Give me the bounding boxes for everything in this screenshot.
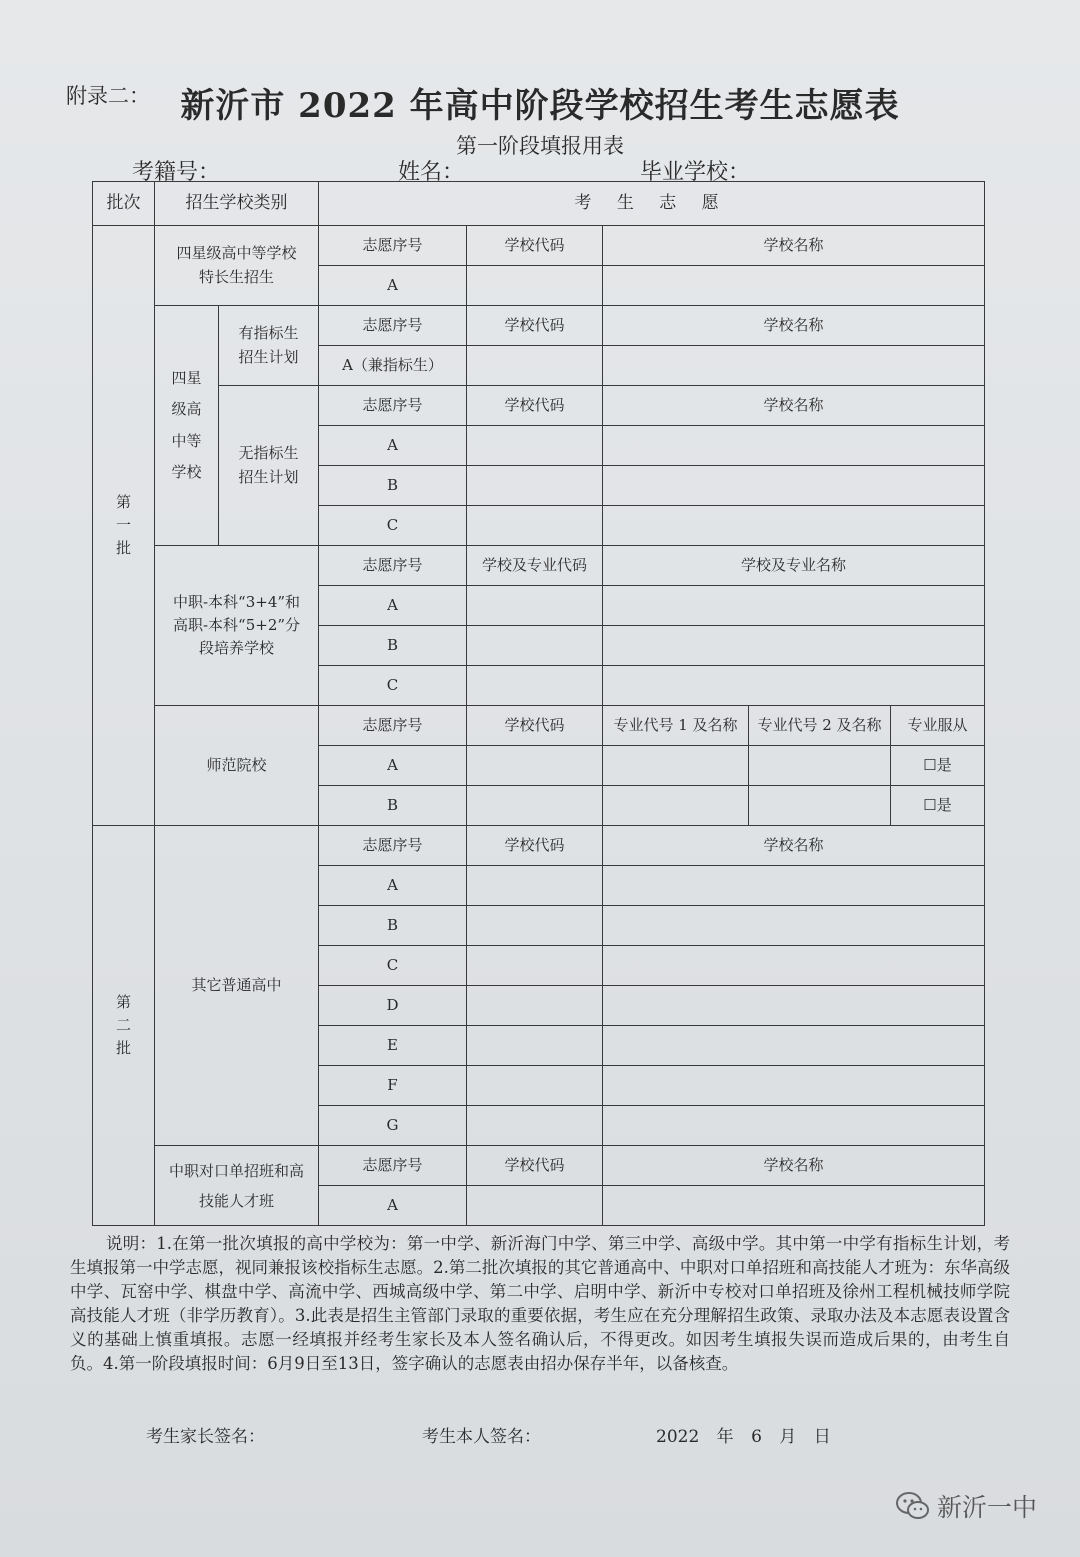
school-name-field[interactable]	[603, 1106, 985, 1146]
school-name-field[interactable]	[603, 906, 985, 946]
major-2-field[interactable]	[749, 786, 891, 826]
category-no-quota: 无指标生招生计划	[219, 386, 319, 546]
row-seq-a: A	[319, 426, 467, 466]
school-code-field[interactable]	[467, 346, 603, 386]
school-name-field[interactable]	[603, 266, 985, 306]
row-seq-c: C	[319, 506, 467, 546]
watermark	[895, 1488, 1037, 1524]
school-name-field[interactable]	[603, 866, 985, 906]
form-title: 新沂市 2022 年高中阶段学校招生考生志愿表	[180, 86, 900, 126]
form-subtitle: 第一阶段填报用表	[456, 134, 624, 158]
obey-checkbox[interactable]: ☐是	[891, 746, 985, 786]
student-signature-label: 考生本人签名：	[422, 1427, 541, 1447]
category-special: 四星级高中等学校特长生招生	[155, 226, 319, 306]
col-major-code: 学校及专业代码	[467, 546, 603, 586]
signature-date: 2022 年 6 月 日	[656, 1427, 831, 1447]
school-name-field[interactable]	[603, 346, 985, 386]
col-name: 学校名称	[603, 226, 985, 266]
col-seq: 志愿序号	[319, 706, 467, 746]
category-other: 其它普通高中	[155, 826, 319, 1146]
school-name-field[interactable]	[603, 506, 985, 546]
school-code-field[interactable]	[467, 866, 603, 906]
major-2-field[interactable]	[749, 746, 891, 786]
wechat-icon	[895, 1491, 931, 1521]
graduate-school-label: 毕业学校：	[640, 160, 751, 185]
obey-checkbox[interactable]: ☐是	[891, 786, 985, 826]
parent-signature-label: 考生家长签名：	[146, 1427, 265, 1447]
col-major-1: 专业代号 1 及名称	[603, 706, 749, 746]
major-code-field[interactable]	[467, 586, 603, 626]
school-code-field[interactable]	[467, 746, 603, 786]
row-seq-e: E	[319, 1026, 467, 1066]
col-name: 学校名称	[603, 1146, 985, 1186]
row-seq-a: A	[319, 746, 467, 786]
instructions-text: 说明：1.在第一批次填报的高中学校为：第一中学、新沂海门中学、第三中学、高级中学。其中第一中学有指标生计划，考生填报第一中学志愿，视同兼报该校指标生志愿。2.第二批次填报的其它普通高中、中职对口单招班和高技能人才班为：东华高级中学、瓦窑中学、棋盘中学、高流中学、西城高级中学、第二中学、启明中学、新沂中专校对口单招班及徐州工程机械技师学院高技能人才班（非学历教育）。3.此表是招生主管部门录取的重要依据，考生应在充分理解招生政策、录取办法及本志愿表设置含义的基础上慎重填报。志愿一经填报并经考生家长及本人签名确认后，不得更改。如因考生填报失误而造成后果的，由考生自负。4.第一阶段填报时间：6月9日至13日，签字确认的志愿表由招办保存半年，以备核查。	[70, 1234, 1010, 1373]
school-code-field[interactable]	[467, 946, 603, 986]
watermark-text: 新沂一中	[937, 1493, 1038, 1522]
batch-1-label: 第 一 批	[93, 226, 155, 826]
row-seq-a: A	[319, 866, 467, 906]
category-vocational: 中职-本科“3+4”和高职-本科“5+2”分段培养学校	[155, 546, 319, 706]
row-seq-a: A	[319, 586, 467, 626]
col-code: 学校代码	[467, 706, 603, 746]
school-code-field[interactable]	[467, 1106, 603, 1146]
major-code-field[interactable]	[467, 626, 603, 666]
school-name-field[interactable]	[603, 1066, 985, 1106]
row-seq-g: G	[319, 1106, 467, 1146]
school-code-field[interactable]	[467, 506, 603, 546]
school-code-field[interactable]	[467, 466, 603, 506]
row-seq-f: F	[319, 1066, 467, 1106]
school-code-field[interactable]	[467, 1186, 603, 1226]
col-code: 学校代码	[467, 826, 603, 866]
row-seq-a-quota: A（兼指标生）	[319, 346, 467, 386]
school-name-field[interactable]	[603, 466, 985, 506]
col-major-2: 专业代号 2 及名称	[749, 706, 891, 746]
exam-no-label: 考籍号：	[132, 160, 221, 185]
school-code-field[interactable]	[467, 986, 603, 1026]
col-name: 学校名称	[603, 306, 985, 346]
major-1-field[interactable]	[603, 746, 749, 786]
name-label: 姓名：	[398, 160, 465, 185]
header-choices: 考 生 志 愿	[319, 182, 985, 226]
row-seq-b: B	[319, 906, 467, 946]
col-seq: 志愿序号	[319, 226, 467, 266]
col-seq: 志愿序号	[319, 306, 467, 346]
col-code: 学校代码	[467, 386, 603, 426]
col-seq: 志愿序号	[319, 1146, 467, 1186]
row-seq-a: A	[319, 266, 467, 306]
application-form-table	[92, 181, 985, 1226]
major-code-field[interactable]	[467, 666, 603, 706]
col-name: 学校名称	[603, 386, 985, 426]
appendix-label: 附录二：	[66, 84, 150, 108]
header-category: 招生学校类别	[155, 182, 319, 226]
major-name-field[interactable]	[603, 626, 985, 666]
row-seq-b: B	[319, 626, 467, 666]
batch-2-label: 第 二 批	[93, 826, 155, 1226]
school-name-field[interactable]	[603, 1186, 985, 1226]
col-major-name: 学校及专业名称	[603, 546, 985, 586]
school-code-field[interactable]	[467, 426, 603, 466]
row-seq-c: C	[319, 666, 467, 706]
col-code: 学校代码	[467, 1146, 603, 1186]
col-code: 学校代码	[467, 306, 603, 346]
col-seq: 志愿序号	[319, 386, 467, 426]
row-seq-b: B	[319, 786, 467, 826]
col-seq: 志愿序号	[319, 546, 467, 586]
row-seq-c: C	[319, 946, 467, 986]
row-seq-a: A	[319, 1186, 467, 1226]
major-name-field[interactable]	[603, 586, 985, 626]
school-name-field[interactable]	[603, 946, 985, 986]
row-seq-b: B	[319, 466, 467, 506]
school-name-field[interactable]	[603, 426, 985, 466]
col-seq: 志愿序号	[319, 826, 467, 866]
category-single-enrollment: 中职对口单招班和高技能人才班	[155, 1146, 319, 1226]
row-seq-d: D	[319, 986, 467, 1026]
major-1-field[interactable]	[603, 786, 749, 826]
col-code: 学校代码	[467, 226, 603, 266]
col-name: 学校名称	[603, 826, 985, 866]
school-code-field[interactable]	[467, 266, 603, 306]
school-name-field[interactable]	[603, 986, 985, 1026]
school-code-field[interactable]	[467, 1066, 603, 1106]
category-quota: 有指标生招生计划	[219, 306, 319, 386]
category-four-star: 四星 级高 中等 学校	[155, 306, 219, 546]
col-obey: 专业服从	[891, 706, 985, 746]
category-normal: 师范院校	[155, 706, 319, 826]
header-batch: 批次	[93, 182, 155, 226]
school-code-field[interactable]	[467, 786, 603, 826]
school-name-field[interactable]	[603, 1026, 985, 1066]
school-code-field[interactable]	[467, 1026, 603, 1066]
school-code-field[interactable]	[467, 906, 603, 946]
major-name-field[interactable]	[603, 666, 985, 706]
